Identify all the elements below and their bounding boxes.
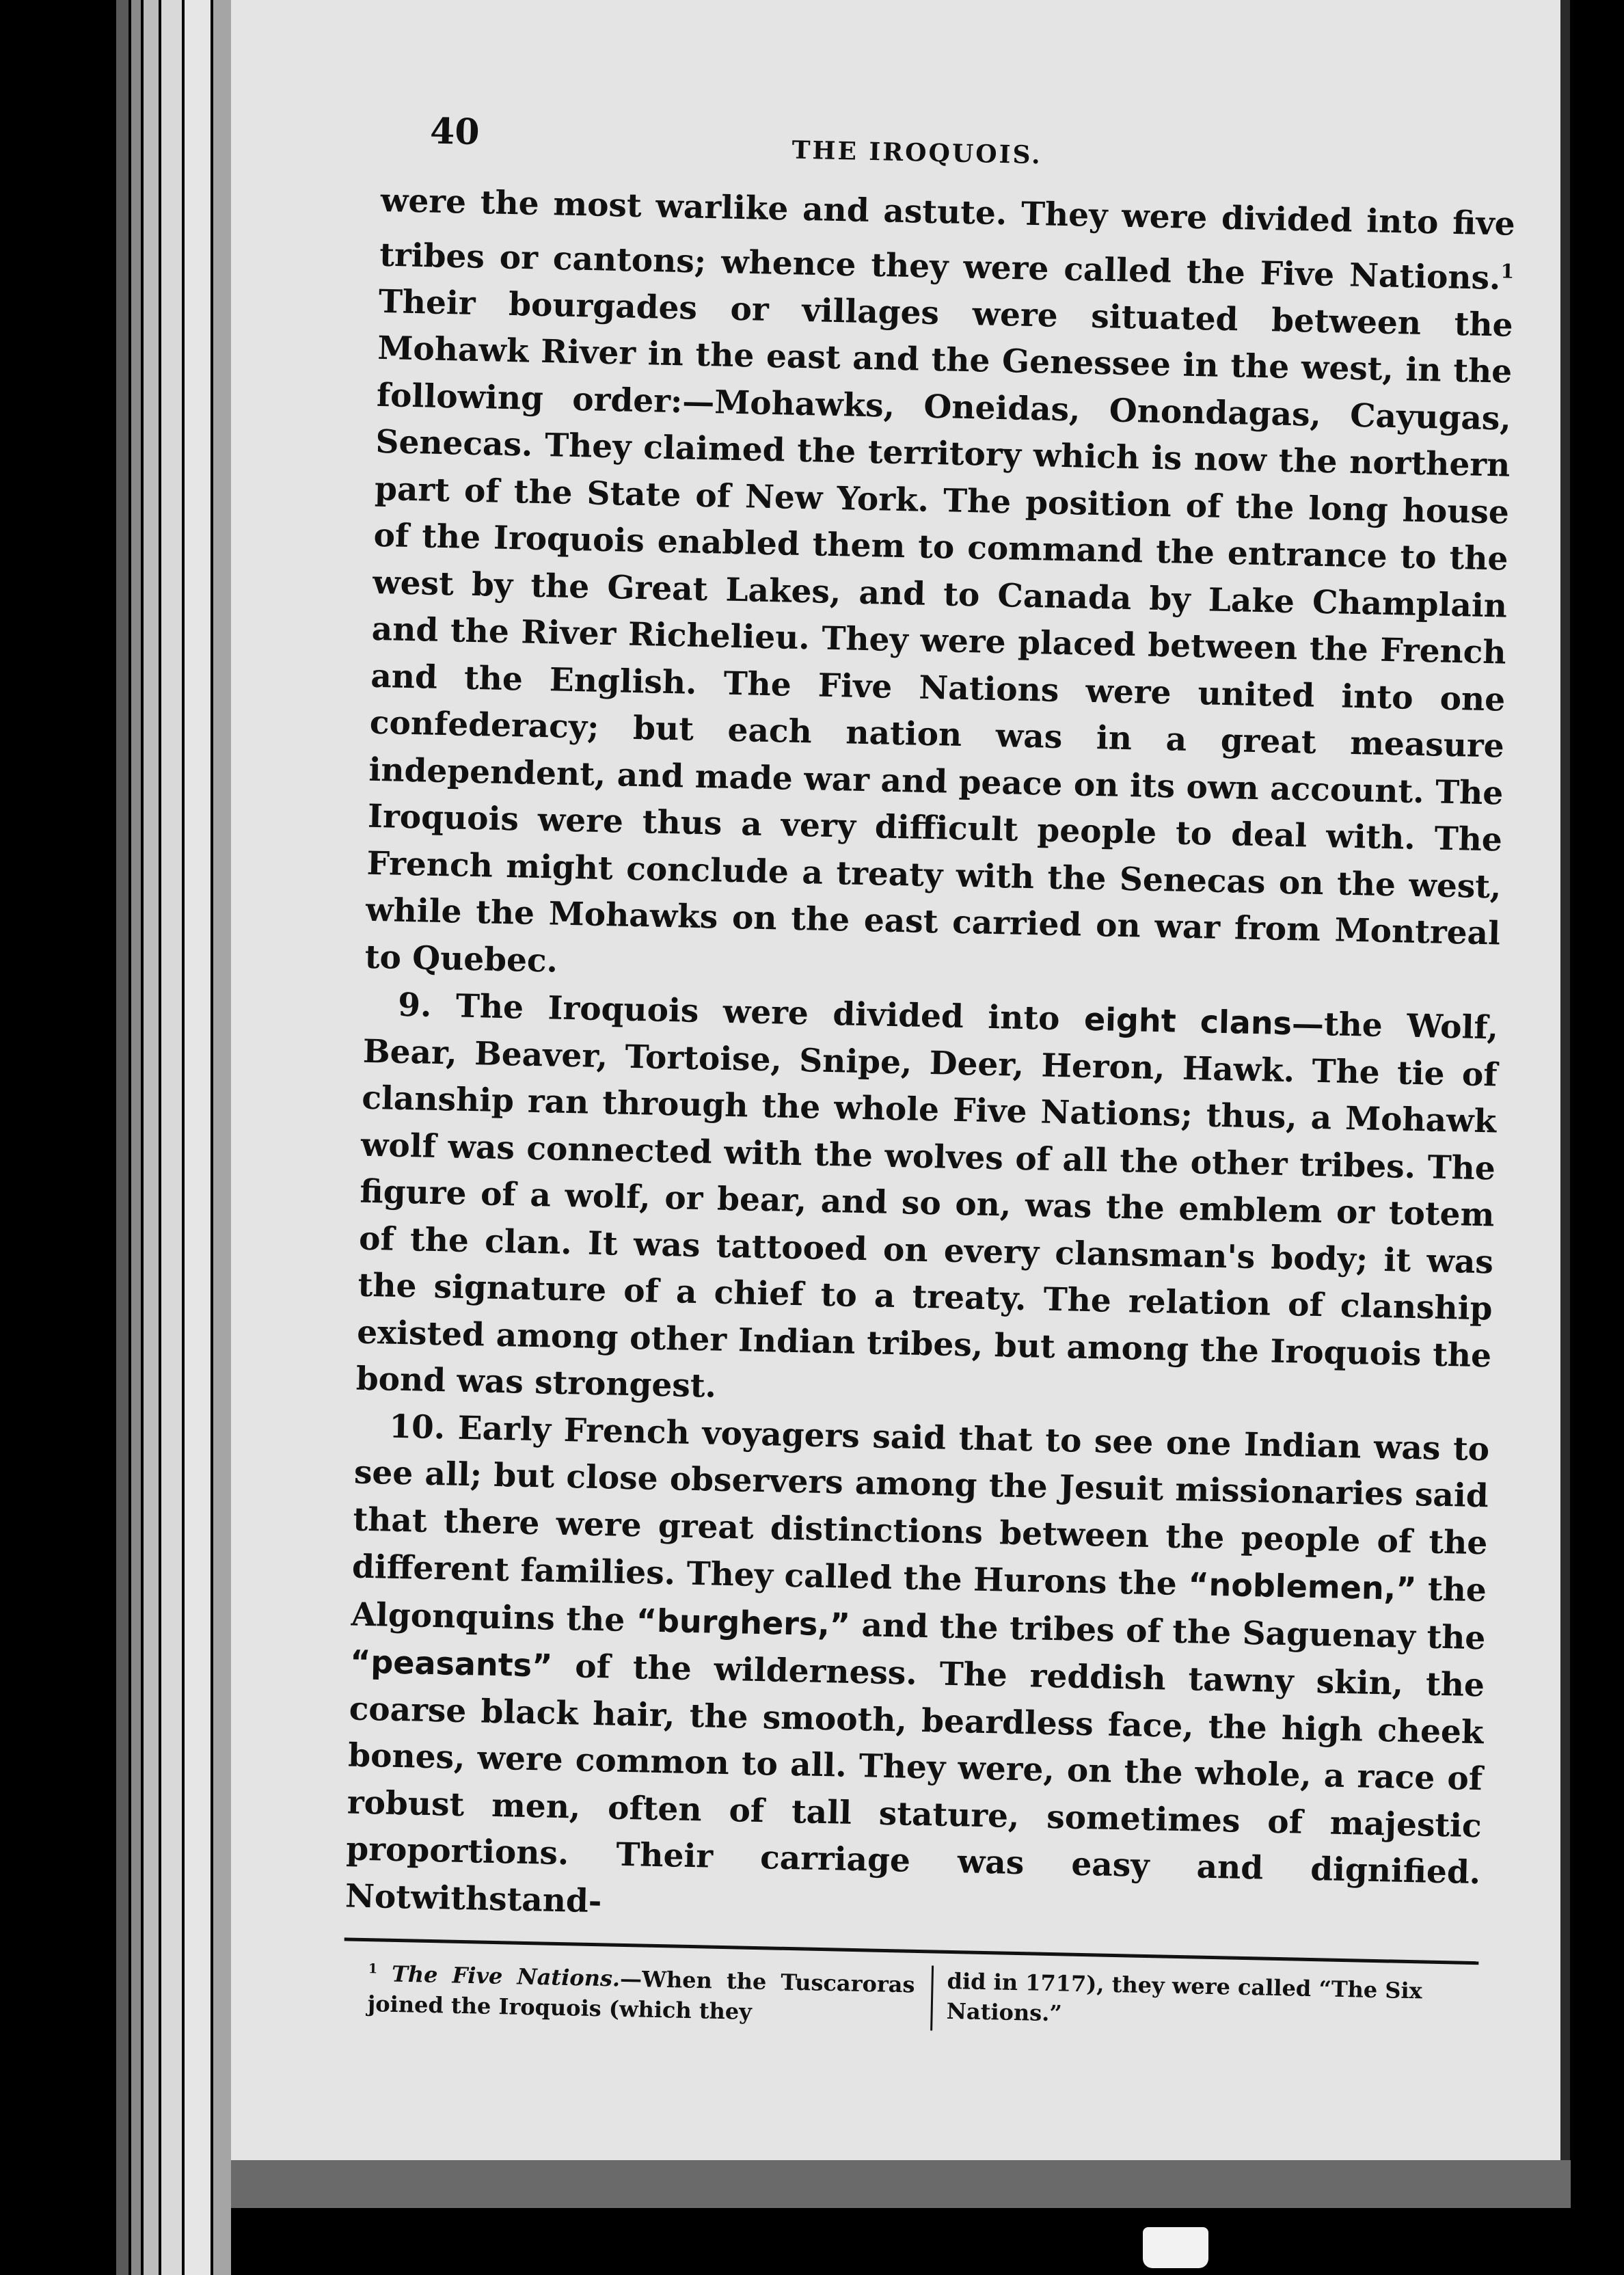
paragraph-text: the Algonquins the — [351, 1570, 1487, 1639]
page-number: 40 — [429, 110, 481, 153]
running-head: THE IROQUOIS. — [791, 135, 1043, 170]
paragraph-text: —the Wolf, Bear, Beaver, Tortoise, Snipe, Deer, Heron, Hawk. The tie of clanship ran through the whole Five Nations; thus, a Mohawk wolf was connected with the wolves of all the other tribes. The figure of a wolf, or bear, and so on, was the emblem or totem of the clan. It was tattooed on every clansman's body; it was the signature of a chief to a treaty. The relation of clanship existed among other Indian tribes, but among the Iroquois the bond was strongest. — [355, 1005, 1499, 1405]
footnote-title: The Five Nations. — [391, 1961, 621, 1992]
page-edge — [131, 0, 141, 2275]
paragraph-text: Early French voyagers said that to see one Indian was to see all; but close observers among the Jesuit missionaries said that there were great distinctions between the people of the different families. They called the Hurons the — [351, 1408, 1490, 1604]
paragraph-text: were the most warlike and astute. They were divided into five tribes or cantons; whence they were called the Five Nations. — [379, 181, 1516, 297]
body-text — [344, 178, 1515, 1943]
paragraph-text: and the tribes of the Saguenay the — [850, 1606, 1486, 1657]
paragraph-text: Their bourgades or villages were situated between the Mohawk River in the east and the Genessee in the west, in the following order:—Mohawks, Oneidas, Onondagas, Cayugas, Senecas. They claimed the territory which is now the northern part of the State of New York. The position of the long house of the Iroquois enabled them to command the entrance to the west by the Great Lakes, and to Canada by Lake Champlain and the River Richelieu. They were placed between the French and the English. The Five Nations were united into one confederacy; but each nation was in a great measure independent, and made war and peace on its own account. The Iroquois were thus a very difficult people to deal with. The French might conclude a treaty with the Senecas on the west, while the Mohawks on the east carried on war from Montreal to Quebec. — [364, 282, 1514, 980]
paragraph-continued — [364, 178, 1515, 1005]
page-edge — [185, 0, 211, 2275]
page-edge — [144, 0, 159, 2275]
scanner-clip-mark — [1143, 2227, 1208, 2268]
footnote-right-column: did in 1717), they were called “The Six Nations.” — [946, 1968, 1423, 2027]
page-edge — [116, 0, 128, 2275]
paragraph-10 — [344, 1403, 1489, 1943]
page-edge — [213, 0, 231, 2275]
footnote-marker: 1 — [368, 1961, 378, 1977]
emphasis-noblemen: “noblemen,” — [1187, 1565, 1417, 1608]
page-edge — [161, 0, 182, 2275]
paragraph-text: of the wilderness. The reddish tawny skin, the coarse black hair, the smooth, beardless face, the high cheek bones, were common to all. They were, on the whole, a race of robust men, often of tall stature, sometimes of majestic proportions. Their carriage was easy and dignified. Notwithstand- — [344, 1647, 1485, 1920]
paragraph-number: 9. — [397, 986, 432, 1025]
page-bottom-shadow — [231, 2160, 1571, 2208]
footnote-marker: 1 — [1500, 259, 1515, 283]
paragraph-number: 10. — [388, 1408, 446, 1446]
page-text-block — [342, 103, 1517, 2042]
footnote-text: —When the Tuscaroras joined the Iroquois (which they — [367, 1965, 915, 2025]
emphasis-eight-clans: eight clans — [1083, 1000, 1293, 1042]
footnote-left-column — [342, 1954, 934, 2031]
emphasis-peasants: “peasants” — [349, 1643, 553, 1684]
emphasis-burghers: “burghers,” — [636, 1601, 851, 1643]
paragraph-text: The Iroquois were divided into — [431, 986, 1085, 1038]
paragraph-9 — [355, 981, 1499, 1427]
